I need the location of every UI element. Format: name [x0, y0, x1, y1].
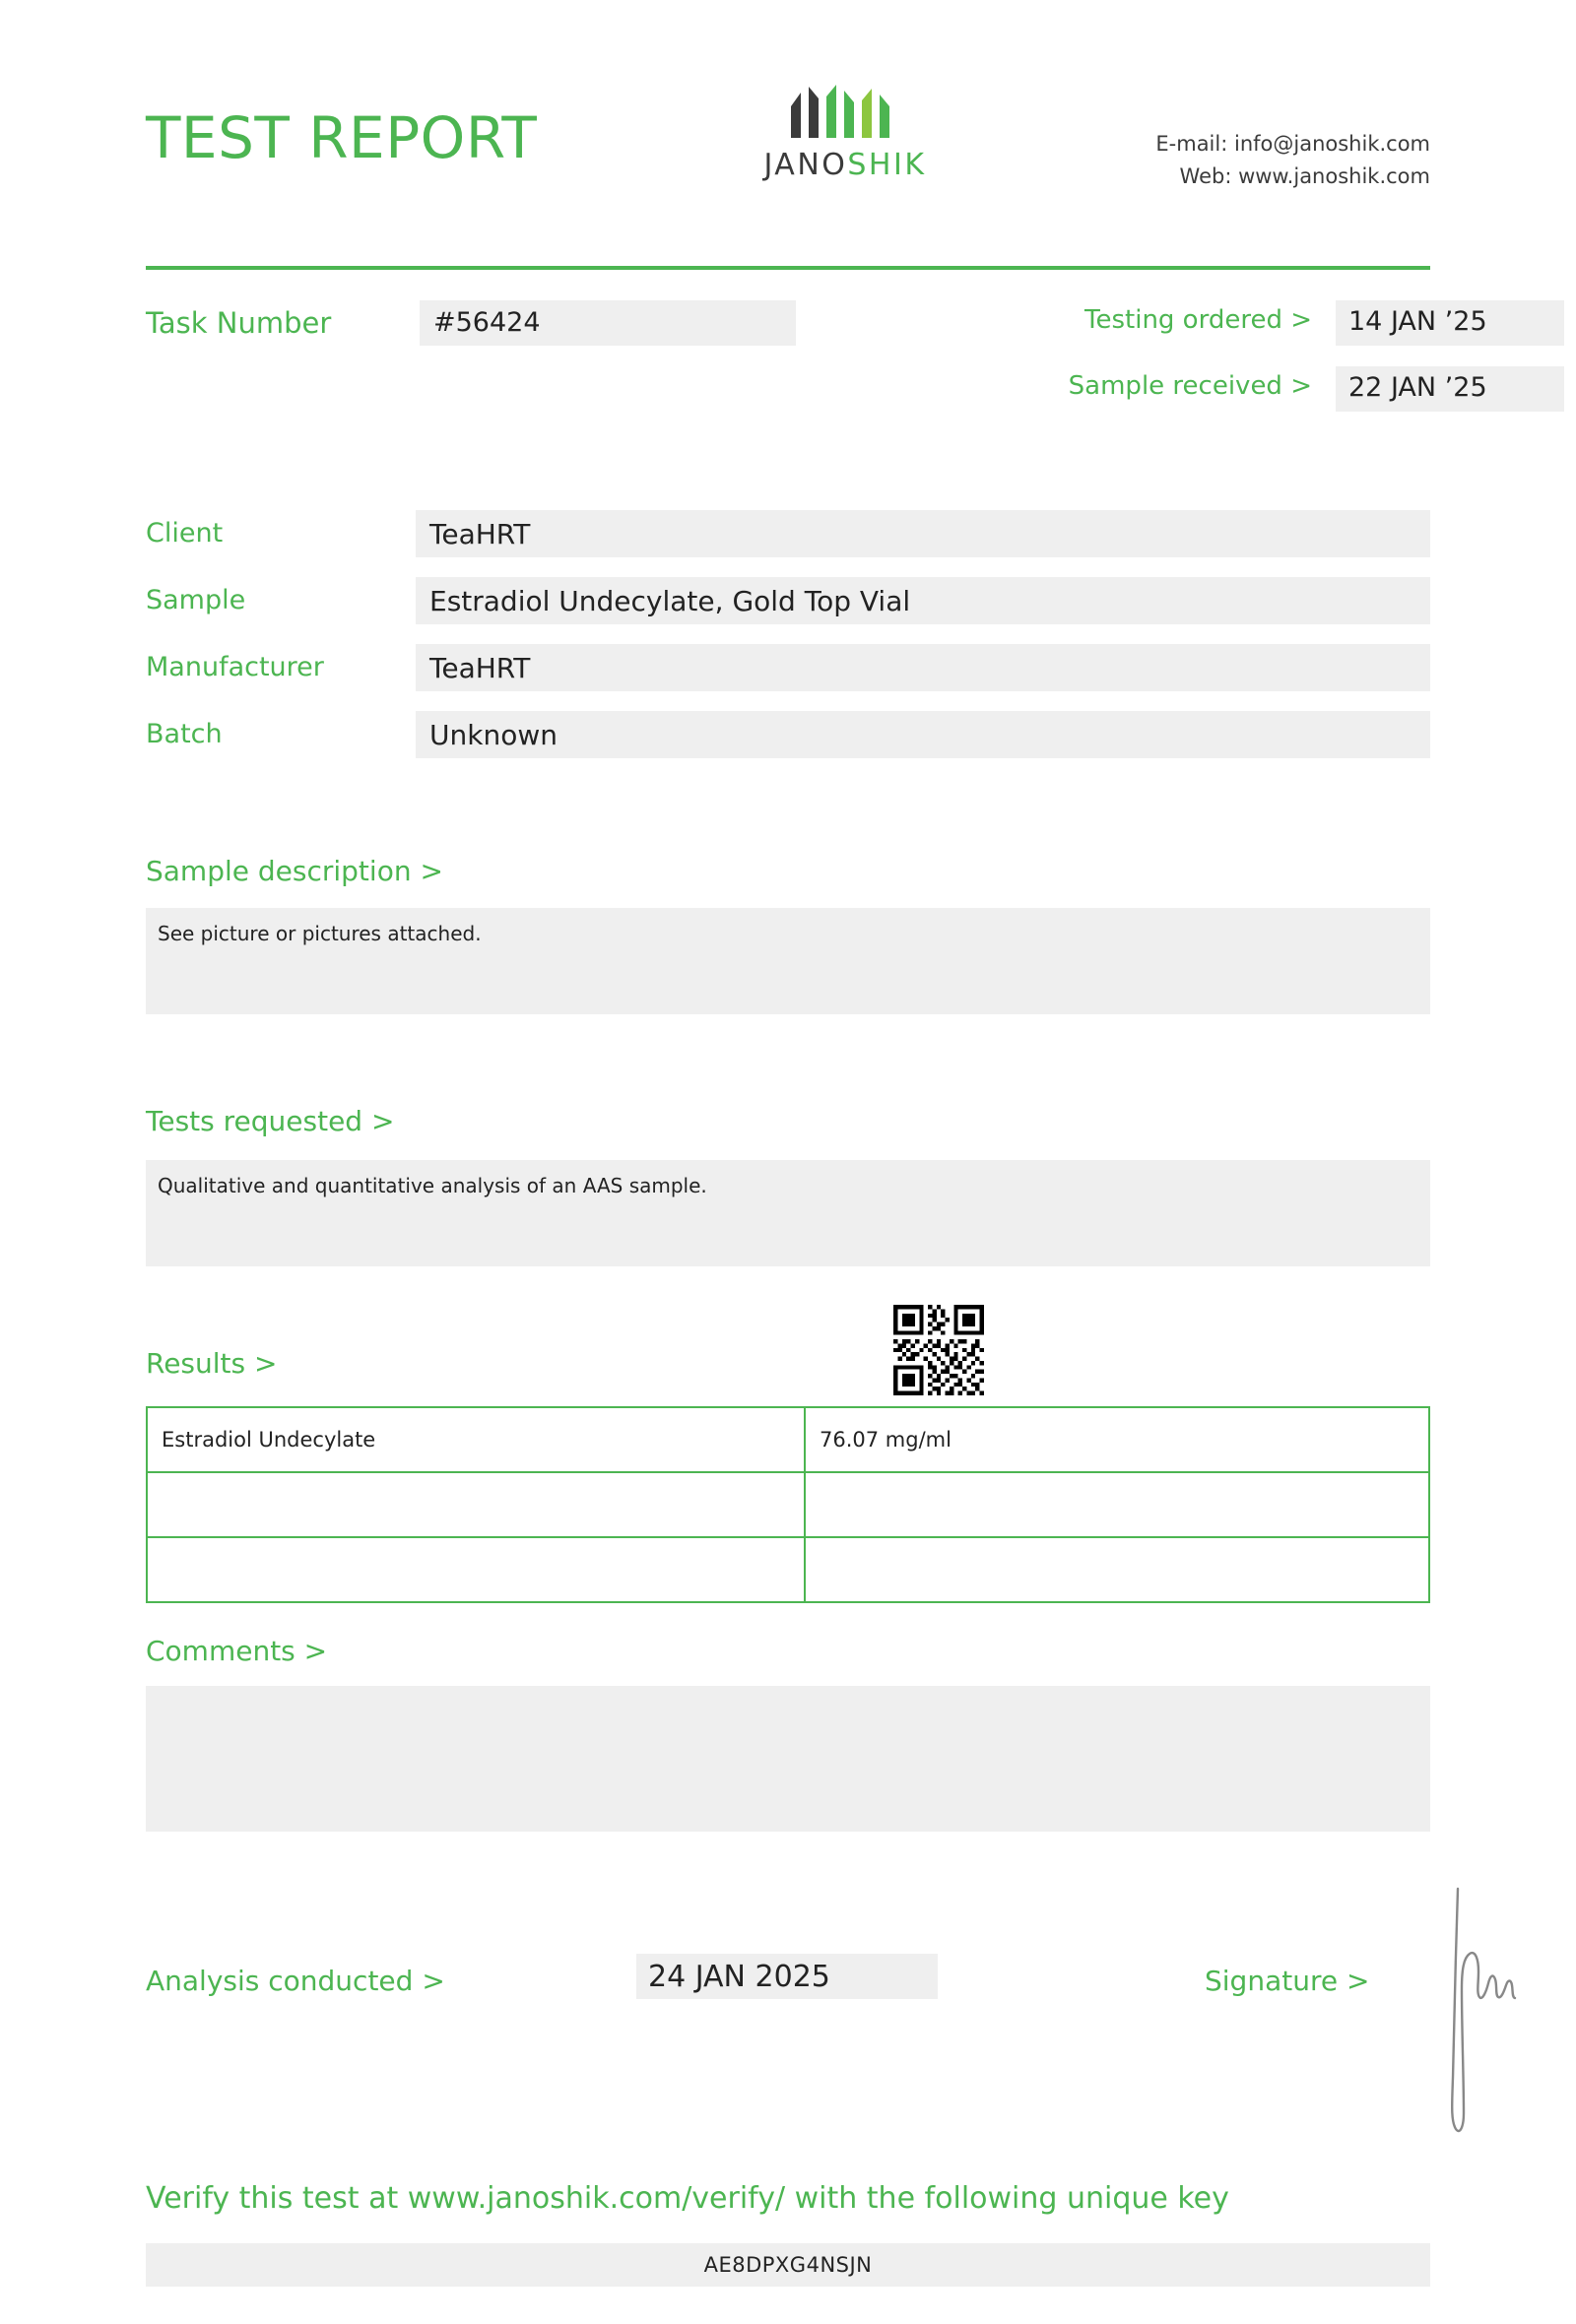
result-value [805, 1472, 1429, 1537]
results-title: Results > [146, 1347, 278, 1380]
verify-unique-key: AE8DPXG4NSJN [146, 2243, 1430, 2287]
document-header [146, 0, 1430, 197]
task-number-value: #56424 [420, 300, 796, 346]
brand-wordmark-green: SHIK [847, 148, 927, 182]
analysis-conducted-date: 24 JAN 2025 [636, 1954, 938, 1999]
result-value [805, 1537, 1429, 1602]
table-row [147, 1407, 1429, 1472]
manufacturer-label: Manufacturer [146, 652, 324, 682]
comments-title: Comments > [146, 1635, 328, 1667]
contact-info [1155, 128, 1430, 192]
batch-label: Batch [146, 719, 223, 749]
field-row-sample [146, 577, 1430, 644]
field-row-manufacturer [146, 644, 1430, 711]
sample-description-title: Sample description > [146, 855, 443, 887]
sample-label: Sample [146, 585, 246, 615]
brand-logo [732, 77, 958, 182]
mountain-logo-icon [732, 77, 958, 144]
testing-ordered-value: 14 JAN ’25 [1336, 300, 1564, 346]
sample-received-label: Sample received > [1068, 371, 1312, 401]
batch-value: Unknown [416, 711, 1430, 758]
manufacturer-value: TeaHRT [416, 644, 1430, 691]
verify-instruction: Verify this test at www.janoshik.com/verify/ with the following unique key [146, 2181, 1229, 2216]
page-title: TEST REPORT [146, 104, 538, 171]
result-name [147, 1472, 805, 1537]
client-value: TeaHRT [416, 510, 1430, 557]
signature-label: Signature > [1205, 1965, 1370, 1997]
task-number-label: Task Number [146, 306, 332, 340]
client-label: Client [146, 518, 224, 549]
document-content [146, 0, 1487, 2277]
comments-text [146, 1686, 1430, 1832]
signature-icon [1426, 1881, 1544, 2137]
result-value: 76.07 mg/ml [805, 1407, 1429, 1472]
result-name [147, 1537, 805, 1602]
analysis-conducted-label: Analysis conducted > [146, 1965, 445, 1997]
info-fields [146, 510, 1430, 778]
table-row [147, 1537, 1429, 1602]
testing-ordered-label: Testing ordered > [1084, 305, 1312, 335]
brand-wordmark-dark: JANO [763, 148, 848, 182]
field-row-batch [146, 711, 1430, 778]
sample-received-value: 22 JAN ’25 [1336, 366, 1564, 412]
brand-wordmark [732, 148, 958, 182]
results-table [146, 1406, 1430, 1603]
tests-requested-text: Qualitative and quantitative analysis of an AAS sample. [146, 1160, 1430, 1266]
header-divider [146, 266, 1430, 270]
result-name: Estradiol Undecylate [147, 1407, 805, 1472]
contact-web: Web: www.janoshik.com [1179, 163, 1430, 188]
sample-description-text: See picture or pictures attached. [146, 908, 1430, 1014]
table-row [147, 1472, 1429, 1537]
field-row-client [146, 510, 1430, 577]
task-section [146, 300, 1487, 409]
tests-requested-title: Tests requested > [146, 1105, 395, 1137]
contact-email: E-mail: info@janoshik.com [1155, 132, 1430, 156]
sample-value: Estradiol Undecylate, Gold Top Vial [416, 577, 1430, 624]
qr-code-icon [886, 1305, 991, 1395]
